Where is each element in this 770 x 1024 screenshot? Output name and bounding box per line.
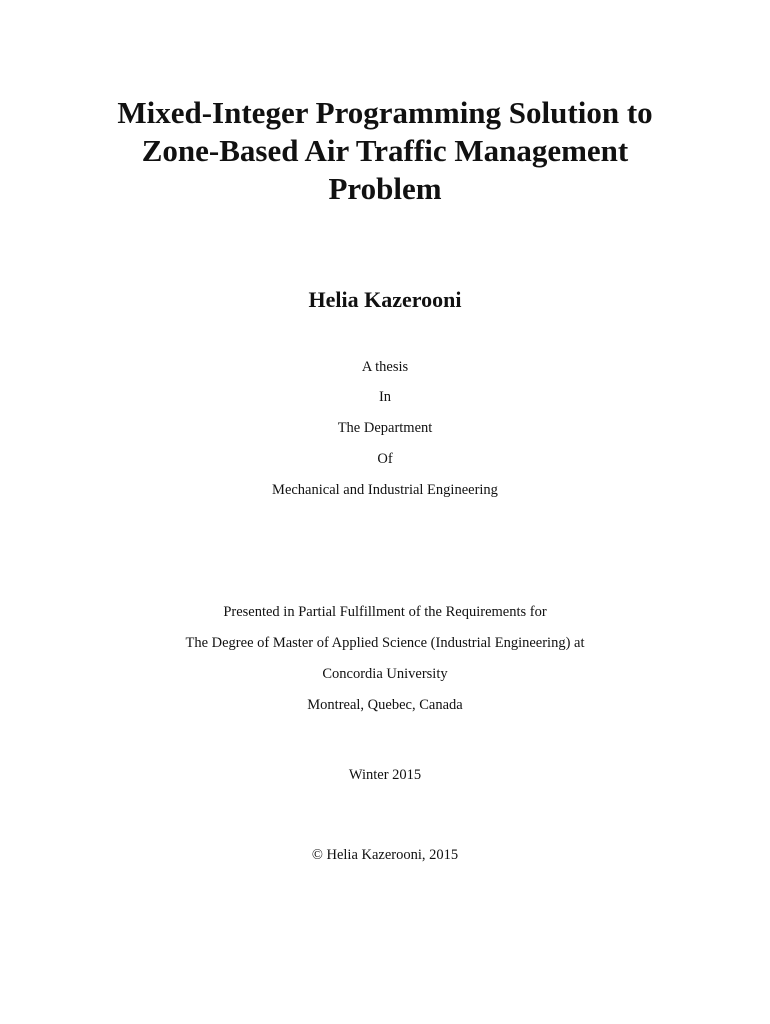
thesis-title-line-2: Zone-Based Air Traffic Management <box>141 133 629 168</box>
department-name: Mechanical and Industrial Engineering <box>272 482 498 498</box>
thesis-label: A thesis <box>361 359 409 375</box>
thesis-title <box>0 94 770 208</box>
thesis-title-line-3: Problem <box>328 171 442 206</box>
location: Montreal, Quebec, Canada <box>307 697 463 713</box>
author-name: Helia Kazerooni <box>308 287 462 312</box>
department-label: The Department <box>337 420 433 436</box>
copyright-notice: © Helia Kazerooni, 2015 <box>311 847 459 863</box>
university-name: Concordia University <box>322 666 448 682</box>
presented-statement: Presented in Partial Fulfillment of the Requirements for <box>223 604 547 620</box>
degree-statement: The Degree of Master of Applied Science (Industrial Engineering) at <box>185 635 585 651</box>
of-label: Of <box>377 451 393 467</box>
term-date: Winter 2015 <box>348 767 422 783</box>
in-label: In <box>378 389 392 405</box>
thesis-title-line-1: Mixed-Integer Programming Solution to <box>117 95 653 130</box>
